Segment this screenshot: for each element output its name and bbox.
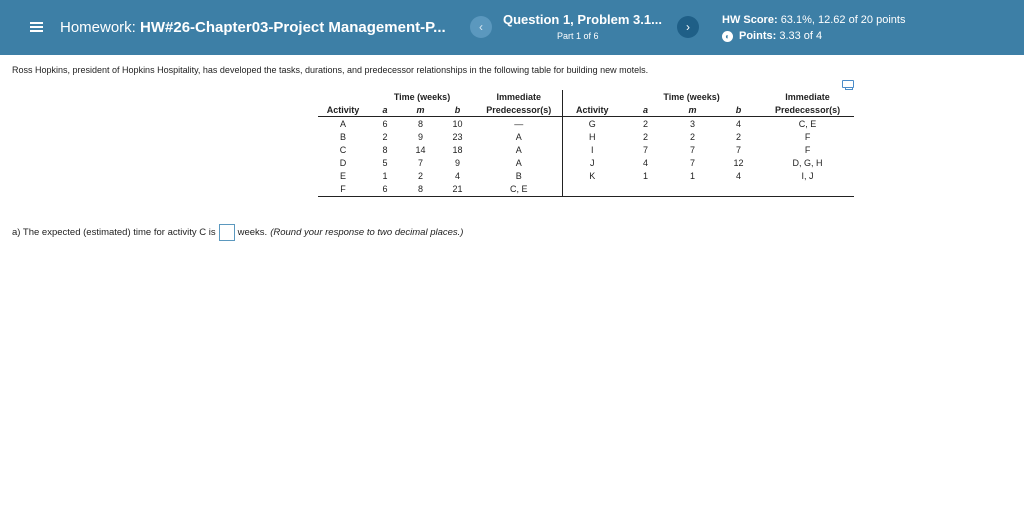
- b-header: b: [439, 103, 476, 117]
- table-row: [318, 169, 854, 182]
- time-weeks-header: Time (weeks): [663, 91, 720, 102]
- partial-credit-icon: ◐: [722, 31, 733, 42]
- homework-name: HW#26-Chapter03-Project Management-P...: [140, 19, 446, 36]
- m-header: m: [669, 103, 716, 117]
- points-label: Points:: [739, 30, 777, 42]
- m-cell: 9: [417, 131, 423, 142]
- a-cell: 1: [643, 170, 649, 181]
- question-a-suffix: weeks.: [237, 227, 268, 238]
- b-cell: 10: [452, 118, 463, 129]
- m-cell: 3: [690, 118, 696, 129]
- table-row: [318, 143, 854, 156]
- homework-title: [60, 19, 446, 36]
- copy-table-icon[interactable]: [842, 80, 854, 88]
- score-label: HW Score:: [722, 14, 778, 26]
- answer-input[interactable]: [219, 224, 235, 241]
- activity-table: [318, 90, 854, 197]
- a-header: a: [368, 103, 402, 117]
- predecessor-cell: —: [476, 117, 562, 131]
- b-header: b: [716, 103, 761, 117]
- predecessor-cell: D, G, H: [792, 157, 823, 168]
- a-cell: 6: [368, 182, 402, 197]
- a-cell: 2: [643, 118, 649, 129]
- m-cell: 2: [417, 170, 423, 181]
- activity-cell: G: [588, 118, 596, 129]
- predecessor-header-line2: Predecessor(s): [476, 103, 562, 117]
- question-a-prefix: a) The expected (estimated) time for activity C is: [12, 227, 216, 238]
- previous-question-button[interactable]: ‹: [470, 16, 492, 38]
- rounding-hint: (Round your response to two decimal places.): [270, 227, 464, 238]
- points-value: 3.33 of 4: [779, 30, 823, 42]
- activity-header: Activity: [562, 103, 622, 117]
- a-cell: 6: [382, 118, 388, 129]
- predecessor-cell: A: [476, 156, 562, 169]
- score-value: 63.1%, 12.62 of 20 points: [780, 14, 906, 26]
- hamburger-menu-icon[interactable]: [30, 22, 43, 32]
- time-weeks-header: Time (weeks): [393, 91, 451, 102]
- a-cell: 1: [382, 170, 388, 181]
- m-header: m: [402, 103, 439, 117]
- b-cell: 2: [736, 131, 742, 142]
- activity-header: Activity: [318, 103, 368, 117]
- question-title: Question 1, Problem 3.1...: [503, 12, 662, 27]
- predecessor-cell: F: [804, 131, 811, 142]
- activity-cell: F: [318, 182, 368, 197]
- b-cell: 4: [736, 118, 742, 129]
- a-cell: 7: [643, 144, 649, 155]
- m-cell: 8: [417, 118, 423, 129]
- question-a: [12, 224, 463, 241]
- hw-score: [722, 14, 905, 26]
- b-cell: 12: [733, 157, 744, 168]
- predecessor-cell: F: [804, 144, 811, 155]
- next-question-button[interactable]: ›: [677, 16, 699, 38]
- predecessor-cell: C, E: [798, 118, 817, 129]
- question-part: Part 1 of 6: [557, 31, 599, 41]
- m-cell: 14: [415, 144, 426, 155]
- b-cell: 4: [736, 170, 742, 181]
- predecessor-cell: A: [476, 130, 562, 143]
- b-cell: 23: [452, 131, 463, 142]
- predecessor-cell: B: [476, 169, 562, 182]
- predecessor-header-line1: Immediate: [785, 91, 830, 102]
- a-cell: 2: [643, 131, 649, 142]
- m-cell: 8: [402, 182, 439, 197]
- activity-cell: K: [589, 170, 596, 181]
- m-cell: 7: [417, 157, 423, 168]
- homework-prefix: Homework:: [60, 19, 136, 36]
- table-row: [318, 182, 854, 197]
- a-cell: 2: [382, 131, 388, 142]
- m-cell: 7: [690, 157, 696, 168]
- activity-cell: E: [339, 170, 346, 181]
- predecessor-cell: I, J: [801, 170, 814, 181]
- table-row: [318, 117, 854, 131]
- predecessor-header-line1: Immediate: [476, 90, 562, 103]
- activity-cell: H: [589, 131, 596, 142]
- predecessor-cell: C, E: [476, 182, 562, 197]
- a-cell: 8: [382, 144, 388, 155]
- activity-cell: I: [591, 144, 594, 155]
- table-row: [318, 156, 854, 169]
- top-bar: [0, 0, 1024, 55]
- activity-cell: A: [339, 118, 346, 129]
- m-cell: 7: [690, 144, 696, 155]
- a-header: a: [622, 103, 669, 117]
- b-cell: 7: [736, 144, 742, 155]
- b-cell: 21: [439, 182, 476, 197]
- table-row: [318, 130, 854, 143]
- question-points: [722, 30, 822, 42]
- activity-cell: D: [339, 157, 347, 168]
- activity-cell: C: [339, 144, 347, 155]
- activity-cell: J: [590, 157, 595, 168]
- b-cell: 4: [455, 170, 461, 181]
- activity-cell: B: [339, 131, 346, 142]
- m-cell: 1: [690, 170, 696, 181]
- predecessor-header-line2: Predecessor(s): [761, 103, 854, 117]
- m-cell: 2: [690, 131, 696, 142]
- b-cell: 18: [452, 144, 463, 155]
- a-cell: 5: [382, 157, 388, 168]
- b-cell: 9: [455, 157, 461, 168]
- a-cell: 4: [643, 157, 649, 168]
- problem-statement: Ross Hopkins, president of Hopkins Hospitality, has developed the tasks, durations, and predecessor relationships in the following table for building new motels.: [12, 65, 649, 75]
- predecessor-cell: A: [476, 143, 562, 156]
